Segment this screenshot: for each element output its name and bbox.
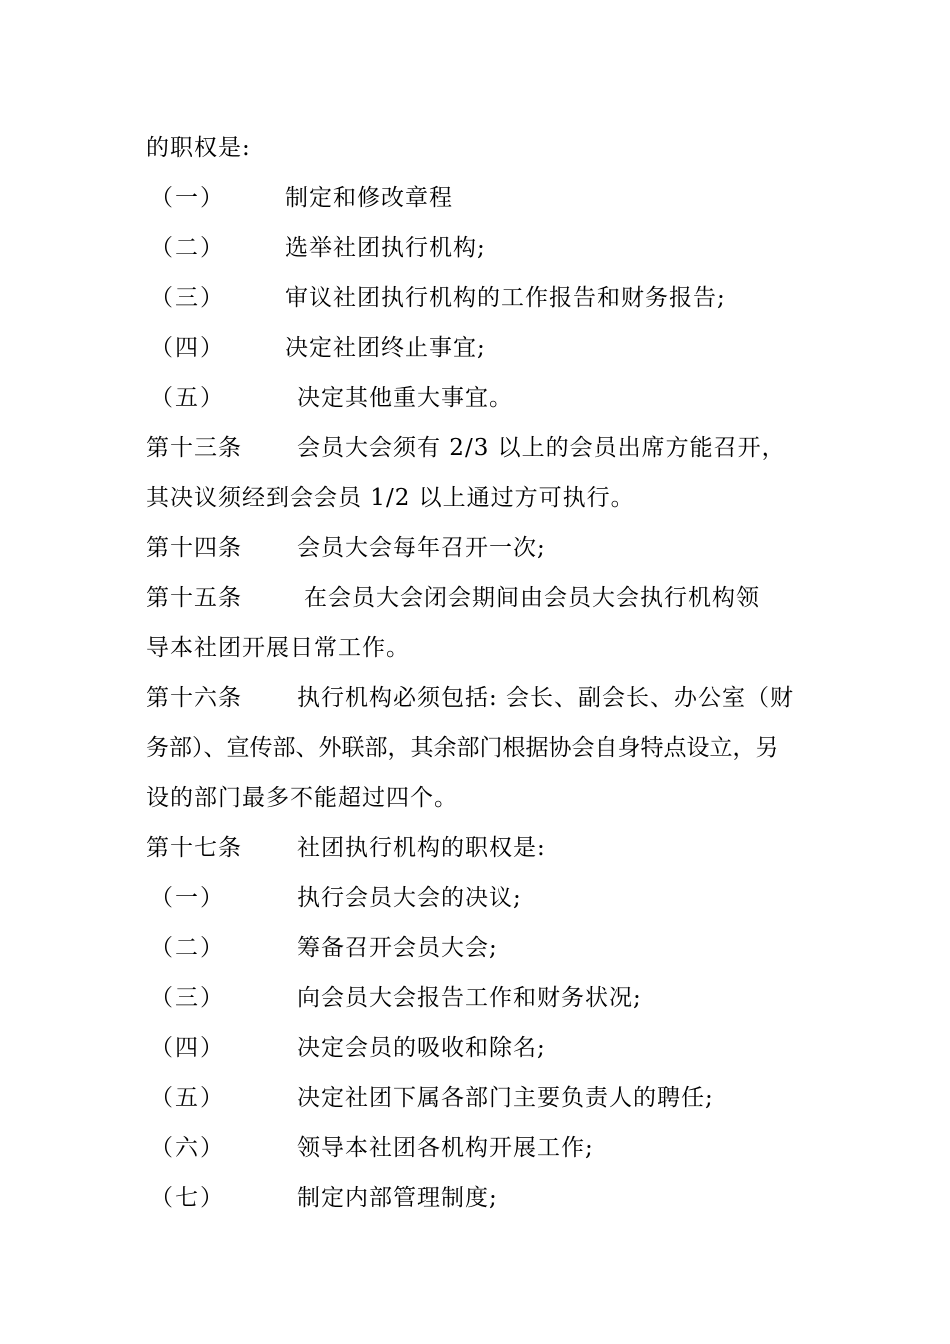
article-13-line-1: 会员大会须有 2/3 以上的会员出席方能召开， — [297, 435, 786, 461]
list2-item-6-number: （六） — [150, 1135, 225, 1161]
list1-item-5-number: （五） — [150, 385, 225, 411]
list2-item-5-number: （五） — [150, 1085, 225, 1111]
list1-item-3-text: 审议社团执行机构的工作报告和财务报告; — [285, 285, 726, 311]
list2-item-7-number: （七） — [150, 1185, 225, 1211]
list1-item-1-text: 制定和修改章程 — [285, 185, 453, 211]
list1-item-5-text: 决定其他重大事宜。 — [297, 385, 513, 411]
article-16-line-2: 务部）、宣传部、外联部，其余部门根据协会自身特点设立，另 — [146, 735, 779, 761]
article-14-label: 第十四条 — [146, 535, 242, 561]
article-17-line-1: 社团执行机构的职权是: — [297, 835, 546, 861]
list1-item-2-number: （二） — [150, 235, 225, 261]
list2-item-4-text: 决定会员的吸收和除名; — [297, 1035, 546, 1061]
article-16-label: 第十六条 — [146, 685, 242, 711]
article-13-label: 第十三条 — [146, 435, 242, 461]
intro-text: 的职权是: — [146, 135, 251, 161]
list2-item-3-number: （三） — [150, 985, 225, 1011]
list2-item-7-text: 制定内部管理制度; — [297, 1185, 498, 1211]
article-16-line-1: 执行机构必须包括: 会长、副会长、办公室（财 — [297, 685, 795, 711]
list1-item-2-text: 选举社团执行机构; — [285, 235, 486, 261]
list2-item-1-text: 执行会员大会的决议; — [297, 885, 522, 911]
article-16-line-3: 设的部门最多不能超过四个。 — [146, 785, 458, 811]
list2-item-3-text: 向会员大会报告工作和财务状况; — [297, 985, 642, 1011]
list2-item-5-text: 决定社团下属各部门主要负责人的聘任; — [297, 1085, 714, 1111]
list1-item-3-number: （三） — [150, 285, 225, 311]
article-13-line-2: 其决议须经到会会员 1/2 以上通过方可执行。 — [146, 485, 635, 511]
article-15-line-2: 导本社团开展日常工作。 — [146, 635, 410, 661]
list2-item-1-number: （一） — [150, 885, 225, 911]
list2-item-4-number: （四） — [150, 1035, 225, 1061]
article-14-line-1: 会员大会每年召开一次; — [297, 535, 546, 561]
list1-item-4-text: 决定社团终止事宜; — [285, 335, 486, 361]
article-17-label: 第十七条 — [146, 835, 242, 861]
list2-item-2-number: （二） — [150, 935, 225, 961]
list1-item-4-number: （四） — [150, 335, 225, 361]
list2-item-2-text: 筹备召开会员大会; — [297, 935, 498, 961]
list1-item-1-number: （一） — [150, 185, 225, 211]
list2-item-6-text: 领导本社团各机构开展工作; — [297, 1135, 594, 1161]
article-15-line-1: 在会员大会闭会期间由会员大会执行机构领 — [304, 585, 760, 611]
article-15-label: 第十五条 — [146, 585, 242, 611]
